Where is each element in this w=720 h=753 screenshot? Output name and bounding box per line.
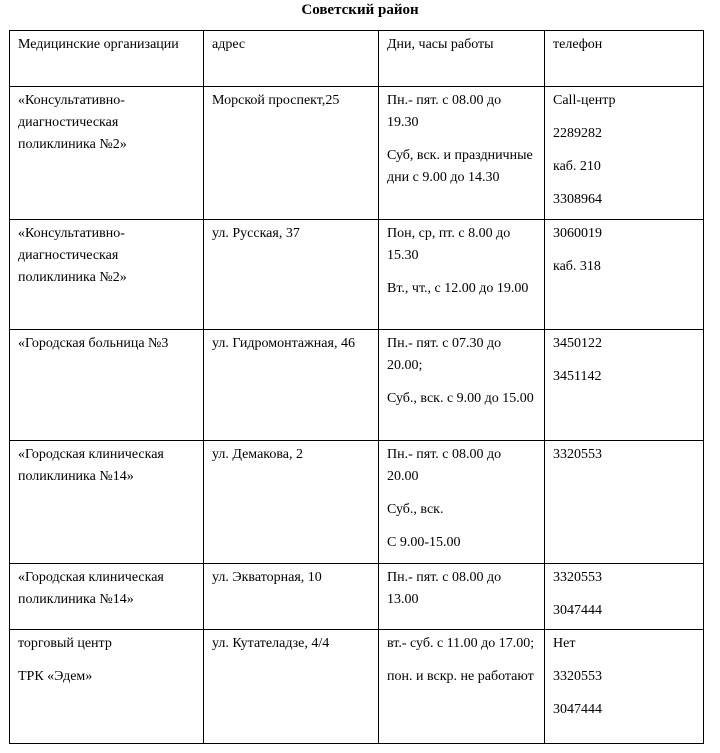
org-name-cell	[10, 330, 204, 441]
org-name-text: «Городская клиническая поликлиника №14»	[18, 570, 164, 607]
hours-cell	[379, 87, 545, 220]
phone-number: 3450122	[553, 336, 602, 351]
hours-text: Пон, ср, пт. с 8.00 до 15.30	[387, 226, 511, 263]
org-name-cell	[10, 220, 204, 330]
table-row	[10, 441, 704, 564]
phone-number: 3320553	[553, 570, 602, 585]
phone-number: 3047444	[553, 702, 602, 717]
address-cell: ул. Экваторная, 10	[204, 564, 379, 630]
phone-number: 2289282	[553, 126, 602, 141]
phone-cell	[545, 564, 704, 630]
org-name-text: ТРК «Эдем»	[18, 669, 93, 684]
phone-cell	[545, 630, 704, 744]
hours-cell	[379, 564, 545, 630]
hours-text: пон. и вскр. не работают	[387, 669, 534, 684]
org-name-text: «Консультативно-диагностическая поликлиника №2»	[18, 226, 127, 285]
hours-text: Вт., чт., с 12.00 до 19.00	[387, 281, 529, 296]
header-phone: телефон	[545, 31, 704, 87]
phone-number: Call-центр	[553, 93, 616, 108]
org-name-cell	[10, 564, 204, 630]
table-row	[10, 330, 704, 441]
phone-number: каб. 318	[553, 259, 601, 274]
hours-text: Пн.- пят. с 08.00 до 19.30	[387, 93, 502, 130]
phone-number: Нет	[553, 636, 576, 651]
phone-number: 3451142	[553, 369, 602, 384]
org-name-text: «Городская клиническая поликлиника №14»	[18, 447, 164, 484]
org-name-cell	[10, 87, 204, 220]
org-name-cell	[10, 441, 204, 564]
hours-cell	[379, 220, 545, 330]
hours-text: Пн.- пят. с 08.00 до 20.00	[387, 447, 502, 484]
phone-number: 3320553	[553, 669, 602, 684]
hours-text: вт.- суб. с 11.00 до 17.00;	[387, 636, 535, 651]
table-header-row	[10, 31, 704, 87]
header-address: адрес	[204, 31, 379, 87]
header-org: Медицинские организации	[10, 31, 204, 87]
table-row	[10, 630, 704, 744]
medical-organizations-table	[9, 30, 704, 744]
address-cell: ул. Русская, 37	[204, 220, 379, 330]
phone-cell	[545, 330, 704, 441]
address-cell: Морской проспект,25	[204, 87, 379, 220]
org-name-text: торговый центр	[18, 636, 112, 651]
hours-text: Суб., вск.	[387, 502, 444, 517]
phone-number: 3308964	[553, 192, 602, 207]
header-hours: Дни, часы работы	[379, 31, 545, 87]
table-row	[10, 87, 704, 220]
table-row	[10, 564, 704, 630]
phone-cell	[545, 87, 704, 220]
hours-text: Суб, вск. и праздничные дни с 9.00 до 14.30	[387, 148, 533, 185]
hours-text: Пн.- пят. с 08.00 до 13.00	[387, 570, 502, 607]
phone-number: каб. 210	[553, 159, 601, 174]
phone-number: 3320553	[553, 447, 602, 462]
phone-number: 3060019	[553, 226, 602, 241]
address-cell: ул. Кутателадзе, 4/4	[204, 630, 379, 744]
hours-cell	[379, 330, 545, 441]
hours-cell	[379, 630, 545, 744]
hours-text: С 9.00-15.00	[387, 535, 461, 550]
hours-text: Пн.- пят. с 07.30 до 20.00;	[387, 336, 502, 373]
phone-cell	[545, 220, 704, 330]
org-name-text: «Городская больница №3	[18, 336, 169, 351]
document-title: Советский район	[301, 2, 419, 18]
phone-number: 3047444	[553, 603, 602, 618]
address-cell: ул. Гидромонтажная, 46	[204, 330, 379, 441]
address-cell: ул. Демакова, 2	[204, 441, 379, 564]
org-name-text: «Консультативно-диагностическая поликлиника №2»	[18, 93, 127, 152]
table-row	[10, 220, 704, 330]
hours-cell	[379, 441, 545, 564]
hours-text: Суб., вск. с 9.00 до 15.00	[387, 391, 534, 406]
org-name-cell	[10, 630, 204, 744]
phone-cell	[545, 441, 704, 564]
